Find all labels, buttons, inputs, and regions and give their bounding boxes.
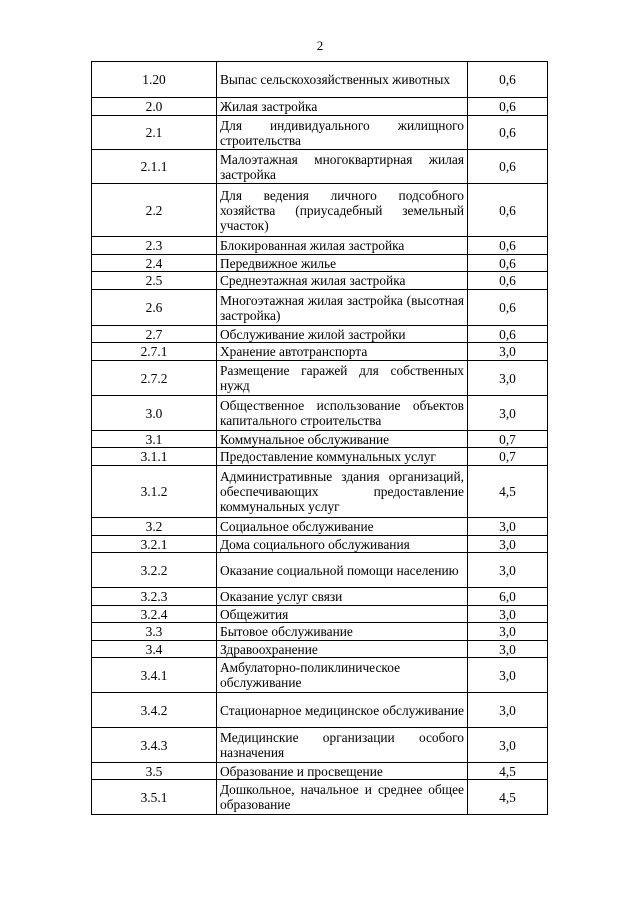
row-code-cell: 3.3: [92, 623, 217, 641]
row-coefficient-cell: 0,6: [468, 116, 548, 150]
row-coefficient-cell: 0,6: [468, 326, 548, 343]
row-name-cell: Среднеэтажная жилая застройка: [217, 272, 468, 290]
row-code-cell: 3.2.4: [92, 606, 217, 623]
table-row: [92, 448, 548, 466]
row-name-cell: Передвижное жилье: [217, 255, 468, 272]
row-coefficient-cell: 0,6: [468, 184, 548, 237]
table-row: [92, 396, 548, 431]
table-row: [92, 536, 548, 553]
row-coefficient-cell: 0,6: [468, 290, 548, 326]
row-coefficient-cell: 3,0: [468, 361, 548, 396]
row-code-cell: 2.7: [92, 326, 217, 343]
row-code-cell: 2.6: [92, 290, 217, 326]
row-code-cell: 2.2: [92, 184, 217, 237]
table-row: [92, 606, 548, 623]
table-row: [92, 62, 548, 98]
row-name-cell: Размещение гаражей для собственных нужд: [217, 361, 468, 396]
row-code-cell: 3.5: [92, 763, 217, 780]
row-code-cell: 1.20: [92, 62, 217, 98]
row-code-cell: 2.5: [92, 272, 217, 290]
row-name-cell: Выпас сельскохозяйственных животных: [217, 62, 468, 98]
table-row: [92, 272, 548, 290]
row-code-cell: 2.7.1: [92, 343, 217, 361]
table-row: [92, 326, 548, 343]
row-coefficient-cell: 0,7: [468, 431, 548, 448]
row-coefficient-cell: 0,6: [468, 98, 548, 116]
row-code-cell: 2.7.2: [92, 361, 217, 396]
row-coefficient-cell: 3,0: [468, 553, 548, 588]
row-name-cell: Малоэтажная многоквартирная жилая застройка: [217, 150, 468, 184]
row-name-cell: Дошкольное, начальное и среднее общее образование: [217, 780, 468, 815]
row-code-cell: 3.4.1: [92, 658, 217, 693]
row-coefficient-cell: 3,0: [468, 396, 548, 431]
row-code-cell: 3.2: [92, 518, 217, 536]
table-row: [92, 237, 548, 255]
row-code-cell: 3.4.2: [92, 693, 217, 728]
table-row: [92, 290, 548, 326]
table-body: [92, 62, 548, 815]
row-coefficient-cell: 3,0: [468, 728, 548, 763]
row-code-cell: 3.4.3: [92, 728, 217, 763]
row-code-cell: 2.0: [92, 98, 217, 116]
row-code-cell: 2.3: [92, 237, 217, 255]
row-code-cell: 3.2.2: [92, 553, 217, 588]
row-coefficient-cell: 3,0: [468, 606, 548, 623]
row-code-cell: 3.1.1: [92, 448, 217, 466]
table-row: [92, 255, 548, 272]
row-coefficient-cell: 0,6: [468, 255, 548, 272]
table-row: [92, 553, 548, 588]
table-row: [92, 431, 548, 448]
row-coefficient-cell: 3,0: [468, 693, 548, 728]
row-name-cell: Для индивидуального жилищного строительства: [217, 116, 468, 150]
row-code-cell: 2.4: [92, 255, 217, 272]
row-name-cell: Жилая застройка: [217, 98, 468, 116]
page-number: 2: [316, 38, 324, 53]
row-coefficient-cell: 3,0: [468, 343, 548, 361]
row-coefficient-cell: 0,7: [468, 448, 548, 466]
row-code-cell: 3.2.3: [92, 588, 217, 606]
row-coefficient-cell: 4,5: [468, 763, 548, 780]
row-coefficient-cell: 3,0: [468, 518, 548, 536]
row-coefficient-cell: 0,6: [468, 150, 548, 184]
row-name-cell: Блокированная жилая застройка: [217, 237, 468, 255]
row-name-cell: Для ведения личного подсобного хозяйства (приусадебный земельный участок): [217, 184, 468, 237]
table-row: [92, 588, 548, 606]
row-name-cell: Оказание услуг связи: [217, 588, 468, 606]
row-name-cell: Медицинские организации особого назначения: [217, 728, 468, 763]
row-code-cell: 3.1.2: [92, 466, 217, 518]
row-code-cell: 2.1.1: [92, 150, 217, 184]
row-name-cell: Обслуживание жилой застройки: [217, 326, 468, 343]
table-row: [92, 361, 548, 396]
row-coefficient-cell: 3,0: [468, 658, 548, 693]
table-row: [92, 518, 548, 536]
table-row: [92, 98, 548, 116]
row-name-cell: Стационарное медицинское обслуживание: [217, 693, 468, 728]
row-name-cell: Многоэтажная жилая застройка (высотная застройка): [217, 290, 468, 326]
row-name-cell: Общежития: [217, 606, 468, 623]
row-coefficient-cell: 4,5: [468, 466, 548, 518]
table-row: [92, 763, 548, 780]
row-coefficient-cell: 6,0: [468, 588, 548, 606]
row-code-cell: 3.4: [92, 641, 217, 658]
row-name-cell: Хранение автотранспорта: [217, 343, 468, 361]
table-row: [92, 658, 548, 693]
row-name-cell: Коммунальное обслуживание: [217, 431, 468, 448]
row-name-cell: Дома социального обслуживания: [217, 536, 468, 553]
row-code-cell: 3.5.1: [92, 780, 217, 815]
row-name-cell: Амбулаторно-поликлиническое обслуживание: [217, 658, 468, 693]
row-name-cell: Общественное использование объектов капитального строительства: [217, 396, 468, 431]
table-row: [92, 184, 548, 237]
table-row: [92, 466, 548, 518]
row-coefficient-cell: 0,6: [468, 62, 548, 98]
table-row: [92, 728, 548, 763]
row-code-cell: 3.1: [92, 431, 217, 448]
table-row: [92, 116, 548, 150]
row-name-cell: Бытовое обслуживание: [217, 623, 468, 641]
row-name-cell: Предоставление коммунальных услуг: [217, 448, 468, 466]
row-code-cell: 3.0: [92, 396, 217, 431]
row-code-cell: 3.2.1: [92, 536, 217, 553]
row-coefficient-cell: 3,0: [468, 536, 548, 553]
row-name-cell: Административные здания организаций, обеспечивающих предоставление коммунальных услуг: [217, 466, 468, 518]
row-coefficient-cell: 0,6: [468, 237, 548, 255]
land-use-coefficient-table: [91, 61, 548, 815]
row-name-cell: Социальное обслуживание: [217, 518, 468, 536]
row-coefficient-cell: 3,0: [468, 641, 548, 658]
row-code-cell: 2.1: [92, 116, 217, 150]
row-name-cell: Образование и просвещение: [217, 763, 468, 780]
table-row: [92, 150, 548, 184]
table-row: [92, 641, 548, 658]
row-name-cell: Здравоохранение: [217, 641, 468, 658]
row-name-cell: Оказание социальной помощи населению: [217, 553, 468, 588]
row-coefficient-cell: 0,6: [468, 272, 548, 290]
row-coefficient-cell: 4,5: [468, 780, 548, 815]
table-row: [92, 343, 548, 361]
table-row: [92, 623, 548, 641]
table-row: [92, 693, 548, 728]
table-row: [92, 780, 548, 815]
row-coefficient-cell: 3,0: [468, 623, 548, 641]
